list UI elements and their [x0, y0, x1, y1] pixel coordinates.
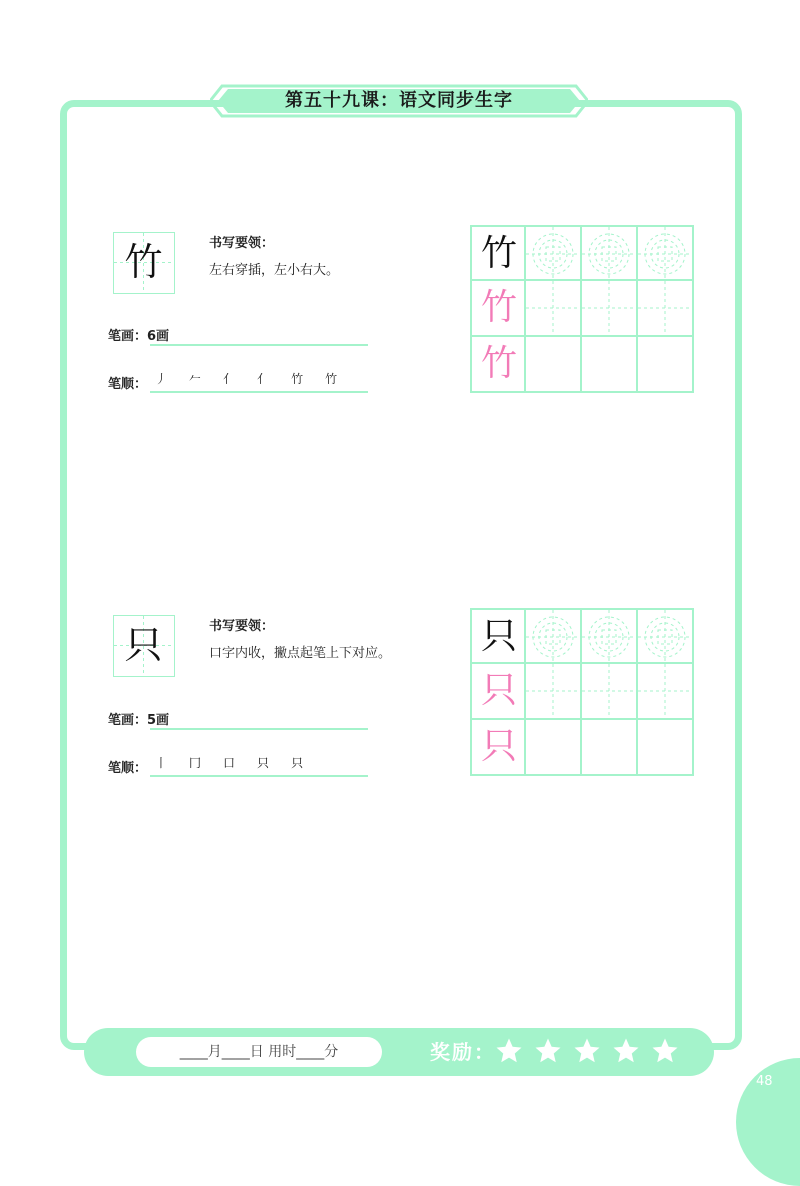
practice-cell[interactable]	[526, 281, 582, 337]
tianzige-guides	[582, 281, 636, 335]
star-icon[interactable]	[494, 1035, 524, 1067]
practice-cell[interactable]	[638, 664, 694, 720]
underline	[150, 344, 368, 346]
practice-cell[interactable]	[638, 720, 694, 776]
stroke-order	[155, 370, 359, 387]
underline	[150, 775, 368, 777]
tips-text: 口字内收，撇点起笔上下对应。	[209, 646, 392, 661]
tips-text: 左右穿插，左小右大。	[209, 263, 340, 278]
tianzige-guides	[638, 664, 692, 718]
guide-circle-icon	[638, 227, 692, 281]
trace-char: 只	[480, 726, 517, 767]
page-number: 48	[756, 1074, 773, 1089]
date-time-field[interactable]: ____月____日 用时____分	[136, 1037, 382, 1067]
guide-circle-icon	[526, 610, 580, 664]
stroke-step: 只	[257, 756, 270, 770]
practice-cell[interactable]	[638, 608, 694, 664]
trace-char: 竹	[480, 343, 517, 384]
model-char: 只	[480, 616, 517, 657]
stroke-count-value: 5画	[147, 713, 170, 728]
tianzige-guides	[638, 281, 692, 335]
example-char-box	[113, 232, 175, 294]
guide-circle-icon	[582, 227, 636, 281]
stroke-step: 只	[291, 756, 304, 770]
stroke-order	[155, 754, 325, 771]
stroke-step: ⺅	[257, 372, 270, 386]
practice-cell[interactable]	[470, 337, 526, 393]
underline	[150, 728, 368, 730]
practice-cell[interactable]	[638, 281, 694, 337]
practice-cell[interactable]	[470, 720, 526, 776]
tianzige-guides	[582, 664, 636, 718]
practice-cell[interactable]	[582, 608, 638, 664]
guide-circle-icon	[526, 227, 580, 281]
tianzige-guides	[526, 281, 580, 335]
practice-cell[interactable]	[638, 225, 694, 281]
practice-cell[interactable]	[582, 720, 638, 776]
tips-title: 书写要领：	[209, 236, 275, 251]
stroke-step: 亻	[223, 372, 236, 386]
star-icon[interactable]	[611, 1035, 641, 1067]
tianzige-guides	[526, 664, 580, 718]
stroke-count-label: 笔画：	[108, 329, 148, 344]
star-icon[interactable]	[650, 1035, 680, 1067]
guide-circle-icon	[638, 610, 692, 664]
practice-cell[interactable]	[582, 337, 638, 393]
underline	[150, 391, 368, 393]
model-char: 竹	[480, 233, 517, 274]
practice-cell[interactable]	[526, 664, 582, 720]
practice-cell[interactable]	[470, 281, 526, 337]
tips-title: 书写要领：	[209, 619, 275, 634]
stroke-step: 冂	[189, 756, 202, 770]
practice-cell[interactable]	[526, 337, 582, 393]
stroke-count-value: 6画	[147, 329, 170, 344]
example-char: 竹	[124, 240, 163, 284]
practice-cell[interactable]	[582, 664, 638, 720]
stroke-step: 丨	[155, 756, 168, 770]
practice-grid	[470, 608, 694, 776]
guide-circle-icon	[582, 610, 636, 664]
stroke-step: 𠂉	[189, 372, 202, 386]
star-icon[interactable]	[572, 1035, 602, 1067]
stroke-order-label: 笔顺：	[108, 761, 148, 776]
example-char-box	[113, 615, 175, 677]
stroke-step: 丿	[155, 372, 168, 386]
practice-cell[interactable]	[582, 225, 638, 281]
stroke-step: 口	[223, 756, 236, 770]
trace-char: 竹	[480, 287, 517, 328]
practice-cell[interactable]	[526, 720, 582, 776]
reward-label: 奖励：	[430, 1040, 496, 1064]
stroke-step: 竹	[291, 372, 304, 386]
practice-cell[interactable]	[470, 225, 526, 281]
practice-cell[interactable]	[526, 225, 582, 281]
reward-stars	[494, 1035, 684, 1069]
practice-cell[interactable]	[470, 664, 526, 720]
stroke-count-label: 笔画：	[108, 713, 148, 728]
trace-char: 只	[480, 670, 517, 711]
page-title: 第五十九课：语文同步生字	[285, 90, 513, 111]
stroke-count-line	[108, 325, 169, 344]
practice-cell[interactable]	[526, 608, 582, 664]
stroke-count-line	[108, 709, 169, 728]
footer-bar	[84, 1028, 714, 1076]
stroke-order-label: 笔顺：	[108, 377, 148, 392]
stroke-step: 竹	[325, 372, 338, 386]
star-icon[interactable]	[533, 1035, 563, 1067]
practice-grid	[470, 225, 694, 393]
practice-cell[interactable]	[582, 281, 638, 337]
example-char: 只	[124, 623, 163, 667]
practice-cell[interactable]	[470, 608, 526, 664]
practice-cell[interactable]	[638, 337, 694, 393]
